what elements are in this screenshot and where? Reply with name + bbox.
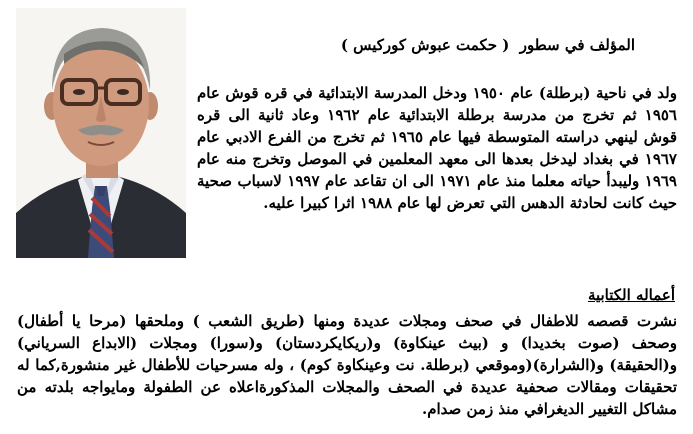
works-heading: أعماله الكتابية [587, 286, 675, 304]
bio-paragraph: ولد في ناحية (برطلة) عام ١٩٥٠ ودخل المدرسة الابتدائية في قره قوش عام ١٩٥٦ ثم تخرج من مدرسة برطلة الابتدائية عام ١٩٦٢ وعاد ثانية الى قره قوش لينهي دراسته المتوسطة فيها عام ١٩٦٥ ثم تخرج من الفرع الادبي عام ١٩٦٧ في بغداد ليدخل بعدها الى معهد المعلمين في الموصل وتخرج منه عام ١٩٦٩ وليبدأ حياته معلما منذ عام ١٩٧١ الى ان تقاعد عام ١٩٩٧ لاسباب صحية حيث كانت لحادثة الدهس التي تعرض لها عام ١٩٨٨ اثرا كبيرا عليه. [197, 84, 678, 212]
author-photo [16, 8, 186, 258]
works-paragraph: نشرت قصصه للاطفال في صحف ومجلات عديدة ومنها (طريق الشعب ) وملحقها (مرحا يا أطفال) وصحف (صوت بخديدا) و (بيث عينكاوة) و(ريكايكردستان) و(سورا) ومجلات (الابداع السرياني) و(الحقيقة) و(الشرارة)(وموقعي (برطلة. نت وعينكاوة كوم) ، وله مسرحيات للأطفال غير منشورة,كما له تحقيقات ومقالات صحفية عديدة في الصحف والمجلات المذكورةاعلاه عن الطفولة ومايواجه بلدته من مشاكل التغيير الديغرافي منذ زمن صدام. [17, 312, 677, 418]
bio-heading: المؤلف في سطور ( حكمت عبوش كوركيس ) [340, 36, 635, 54]
